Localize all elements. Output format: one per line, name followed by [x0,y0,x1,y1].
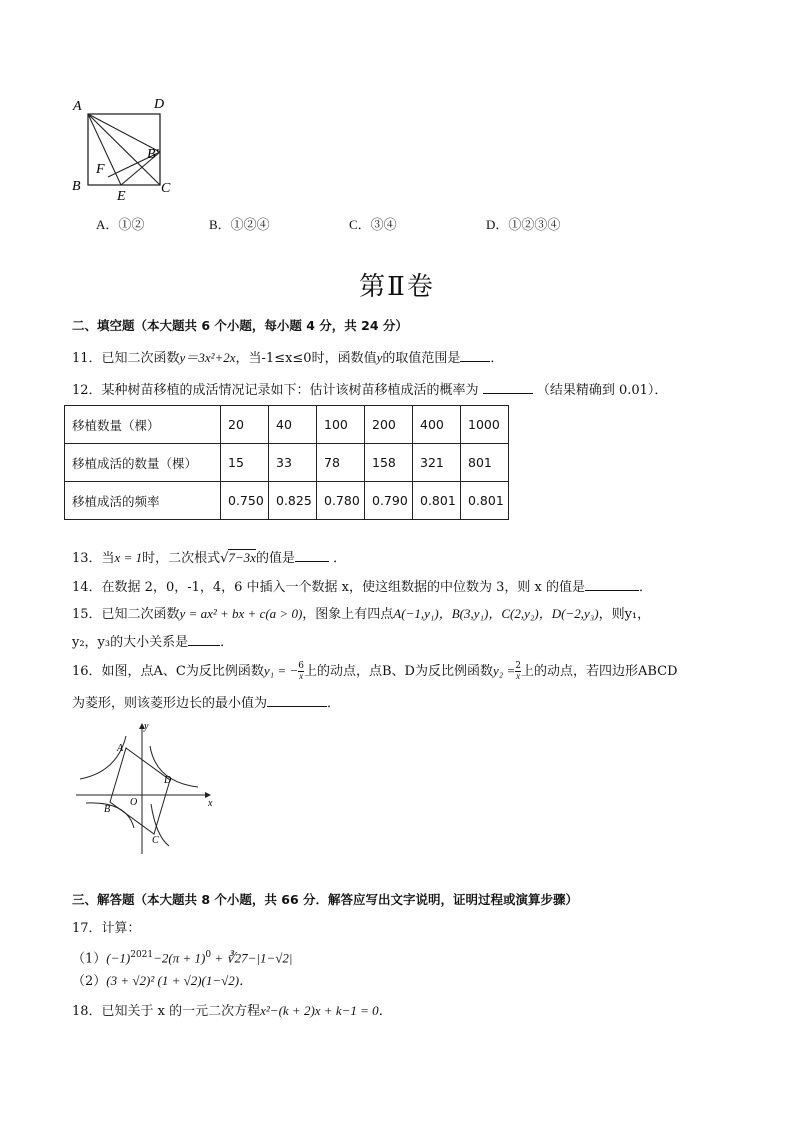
q17-p1-expr-a: (−1) [106,950,131,966]
question-17-part2 [72,972,252,991]
square-figure [68,92,188,202]
label-B-prime: B′ [147,147,159,162]
table-cell: 0.801 [461,482,509,520]
q15-line2: y₂，y₃的大小关系是 [72,635,189,650]
q11-var: y [376,350,383,365]
option-a: A．①② [96,217,145,232]
q16-line1-a: 16．如图，点A、C为反比例函数 [72,664,264,679]
table-cell: 移植成活的数量（棵） [65,444,221,482]
label-D: D [164,775,172,786]
q13-text-a: 13．当 [72,551,115,566]
question-15-line2 [72,633,233,652]
label-A: A [117,743,124,754]
option-b: B．①②④ [209,217,270,232]
axis-label-x: x [208,798,213,809]
q17-p1-expr-c: + ∛27−|1−√2| [211,950,293,966]
question-12 [72,381,667,400]
table-cell: 20 [221,406,269,444]
table-cell: 801 [461,444,509,482]
question-17-title: 17．计算： [72,921,141,936]
transplant-table [64,405,509,520]
q17-p1-expr-b: −2(π + 1) [153,950,206,966]
label-B: B [104,804,111,815]
rhombus-abcd [110,748,170,834]
table-cell: 100 [317,406,365,444]
q16-f2-den: x [516,671,521,681]
table-row [65,482,509,520]
label-C: C [152,835,159,846]
section2-header: 二、填空题（本大题共 6 个小题，每小题 4 分，共 24 分） [72,318,408,333]
q18-text-a: 18．已知关于 x 的一元二次方程 [72,1004,261,1019]
q11-end: ． [490,351,504,366]
label-F: F [96,162,105,177]
q13-cond: x = 1 [114,550,143,565]
section3-header: 三、解答题（本大题共 8 个小题，共 66 分．解答应写出文字说明，证明过程或演算步骤） [72,892,579,907]
question-13 [72,549,346,568]
table-cell: 移植数量（棵） [65,406,221,444]
label-A: A [73,99,82,114]
q15-func: y = ax² + bx + c(a > 0) [179,606,303,621]
question-11 [72,349,503,368]
q11-text-b: ，当-1≤x≤0时，函数值 [235,351,377,366]
q14-text: 14．在数据 2，0，-1，4，6 中插入一个数据 x，使这组数据的中位数为 3，则 x 的值是 [72,580,586,595]
table-cell: 321 [413,444,461,482]
q17-p2-label: （2） [72,974,107,989]
table-row [65,406,509,444]
q11-func: y＝3x²+2x [179,350,236,365]
table-cell: 0.825 [269,482,317,520]
q16-line1-b: 上的动点，点B、D为反比例函数 [303,664,493,679]
table-cell: 15 [221,444,269,482]
q17-p1-label: （1） [72,951,107,967]
hyperbola-figure [72,718,222,858]
label-E: E [117,189,126,202]
table-cell: 移植成活的频率 [65,482,221,520]
q12-text-a: 12．某种树苗移植的成活情况记录如下：估计该树苗移植成活的概率为 [72,383,479,398]
curve-y2-right [150,746,198,787]
q15-points: A(−1,y₁)，B(3,y₁)，C(2,y₂)，D(−2,y₃) [393,606,599,621]
q17-p1-exp0: 0 [205,950,212,960]
table-cell: 40 [269,406,317,444]
table-cell: 0.790 [365,482,413,520]
question-18 [72,1002,392,1021]
table-cell: 78 [317,444,365,482]
option-c: C．③④ [349,217,397,232]
q13-text-b: 时，二次根式 [142,551,221,566]
label-C: C [161,181,171,196]
option-d: D．①②③④ [486,217,561,232]
label-O: O [130,797,138,808]
q12-text-b: （结果精确到 0.01）． [536,383,668,398]
q11-text-a: 11．已知二次函数 [72,351,180,366]
question-16 [72,662,678,681]
q15-end: ． [220,635,234,650]
table-cell: 33 [269,444,317,482]
q13-answer-blank[interactable] [295,549,329,562]
part-title: 第Ⅱ卷 [359,272,435,302]
q15-line1-c: ，则y₁， [598,607,651,622]
question-16-line2 [72,694,340,713]
q16-f2-left: y₂ = [492,663,516,678]
question-15 [72,605,650,624]
q13-radical: √7−3x [220,550,256,566]
table-cell: 0.801 [413,482,461,520]
table-row [65,444,509,482]
q11-answer-blank[interactable] [460,349,490,362]
table-cell: 0.750 [221,482,269,520]
label-B: B [72,179,81,194]
q16-end: ． [327,696,341,711]
q18-eq: x²−(k + 2)x + k−1 = 0． [260,1003,392,1018]
q16-line1-c: 上的动点，若四边形ABCD [521,664,678,679]
table-cell: 400 [413,406,461,444]
q16-f1-left: y₁ = − [263,663,299,678]
q16-f2-num: 2 [515,661,521,671]
q12-answer-blank[interactable] [483,381,533,394]
q17-p2-expr: (3 + √2)² (1 + √2)(1−√2)． [106,973,253,988]
q16-f1-den: x [299,671,304,681]
label-D: D [154,97,165,112]
table-cell: 1000 [461,406,509,444]
q14-answer-blank[interactable] [585,578,639,591]
q17-p1-exp: 2021 [130,950,154,960]
q15-answer-blank[interactable] [188,633,220,646]
table-cell: 200 [365,406,413,444]
q16-f1-num: 6 [298,661,304,671]
q13-radicand: 7−3x [228,550,256,565]
q11-text-c: 的取值范围是 [382,351,461,366]
q16-answer-blank[interactable] [267,694,327,707]
q14-end: ． [639,580,653,595]
table-cell: 158 [365,444,413,482]
table-cell: 0.780 [317,482,365,520]
q16-line2: 为菱形，则该菱形边长的最小值为 [72,696,268,711]
axis-label-y: y [144,721,149,732]
q15-line1-a: 15．已知二次函数 [72,607,180,622]
question-17-part1 [72,946,292,968]
q13-text-c: 的值是 [255,551,295,566]
question-14 [72,578,652,597]
q15-line1-b: ，图象上有四点 [302,607,394,622]
q13-end: ． [333,551,347,566]
